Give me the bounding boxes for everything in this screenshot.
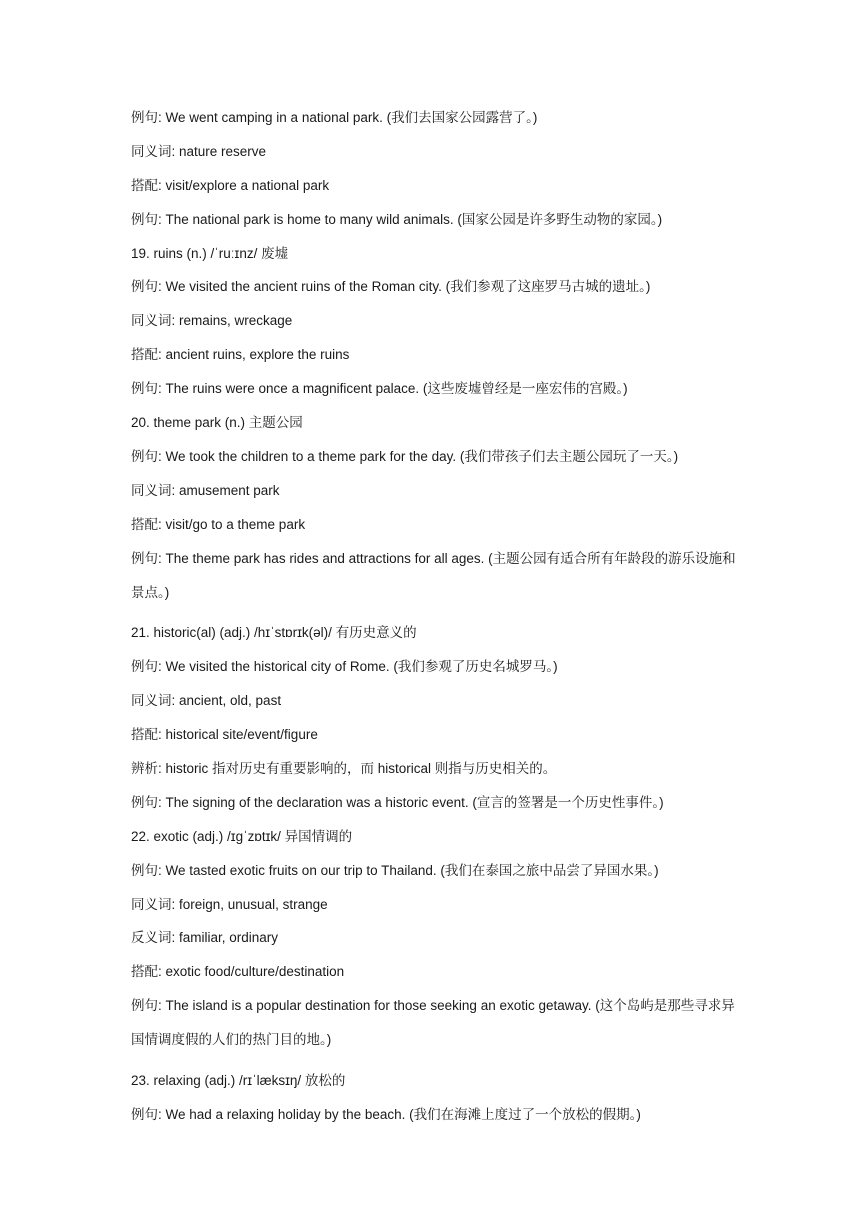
collocations: 搭配: historical site/event/figure xyxy=(131,727,318,743)
collocations: 搭配: exotic food/culture/destination xyxy=(131,964,345,980)
example-sentence: 例句: The ruins were once a magnificent palace. (这些废墟曾经是一座宏伟的宫殿。) xyxy=(131,381,628,397)
example-sentence: 例句: We went camping in a national park. (我们去国家公园露营了。) xyxy=(131,110,538,125)
vocab-heading-historic: 21. historic(al) (adj.) /hɪˈstɒrɪk(əl)/ 有历史意义的 xyxy=(131,625,417,641)
example-sentence: 例句: The theme park has rides and attractions for all ages. (主题公园有适合所有年龄段的游乐设施和景点。) xyxy=(131,550,736,600)
vocab-heading-ruins: 19. ruins (n.) /ˈruːɪnz/ 废墟 xyxy=(131,245,289,261)
example-sentence: 例句: The signing of the declaration was a historic event. (宣言的签署是一个历史性事件。) xyxy=(131,794,664,810)
vocab-heading-exotic: 22. exotic (adj.) /ɪɡˈzɒtɪk/ 异国情调的 xyxy=(131,828,353,844)
synonyms: 同义词: ancient, old, past xyxy=(131,693,282,709)
collocations: 搭配: visit/go to a theme park xyxy=(131,516,306,532)
collocations: 搭配: ancient ruins, explore the ruins xyxy=(131,347,350,363)
example-sentence: 例句: We visited the historical city of Rome. (我们参观了历史名城罗马。) xyxy=(131,659,558,675)
synonyms: 同义词: remains, wreckage xyxy=(131,313,293,329)
example-sentence: 例句: The island is a popular destination for those seeking an exotic getaway. (这个岛屿是那些寻求异国情调度假的人们的热门目的地。) xyxy=(131,998,735,1048)
collocations: 搭配: visit/explore a national park xyxy=(131,177,330,193)
example-sentence: 例句: We visited the ancient ruins of the Roman city. (我们参观了这座罗马古城的遗址。) xyxy=(131,279,651,295)
example-sentence: 例句: The national park is home to many wild animals. (国家公园是许多野生动物的家园。) xyxy=(131,211,663,227)
vocab-heading-theme-park: 20. theme park (n.) 主题公园 xyxy=(131,415,303,431)
synonyms: 同义词: amusement park xyxy=(131,482,280,498)
example-sentence: 例句: We tasted exotic fruits on our trip to Thailand. (我们在泰国之旅中品尝了异国水果。) xyxy=(131,862,659,878)
synonyms: 同义词: foreign, unusual, strange xyxy=(131,896,328,912)
vocab-heading-relaxing: 23. relaxing (adj.) /rɪˈlæksɪŋ/ 放松的 xyxy=(131,1073,346,1088)
vocabulary-list xyxy=(131,108,741,1139)
example-sentence: 例句: We had a relaxing holiday by the beach. (我们在海滩上度过了一个放松的假期。) xyxy=(131,1106,641,1122)
antonyms: 反义词: familiar, ordinary xyxy=(131,930,279,946)
usage-distinction: 辨析: historic 指对历史有重要影响的，而 historical 则指与历史相关的。 xyxy=(131,760,557,776)
synonyms: 同义词: nature reserve xyxy=(131,143,267,159)
example-sentence: 例句: We took the children to a theme park for the day. (我们带孩子们去主题公园玩了一天。) xyxy=(131,448,679,464)
